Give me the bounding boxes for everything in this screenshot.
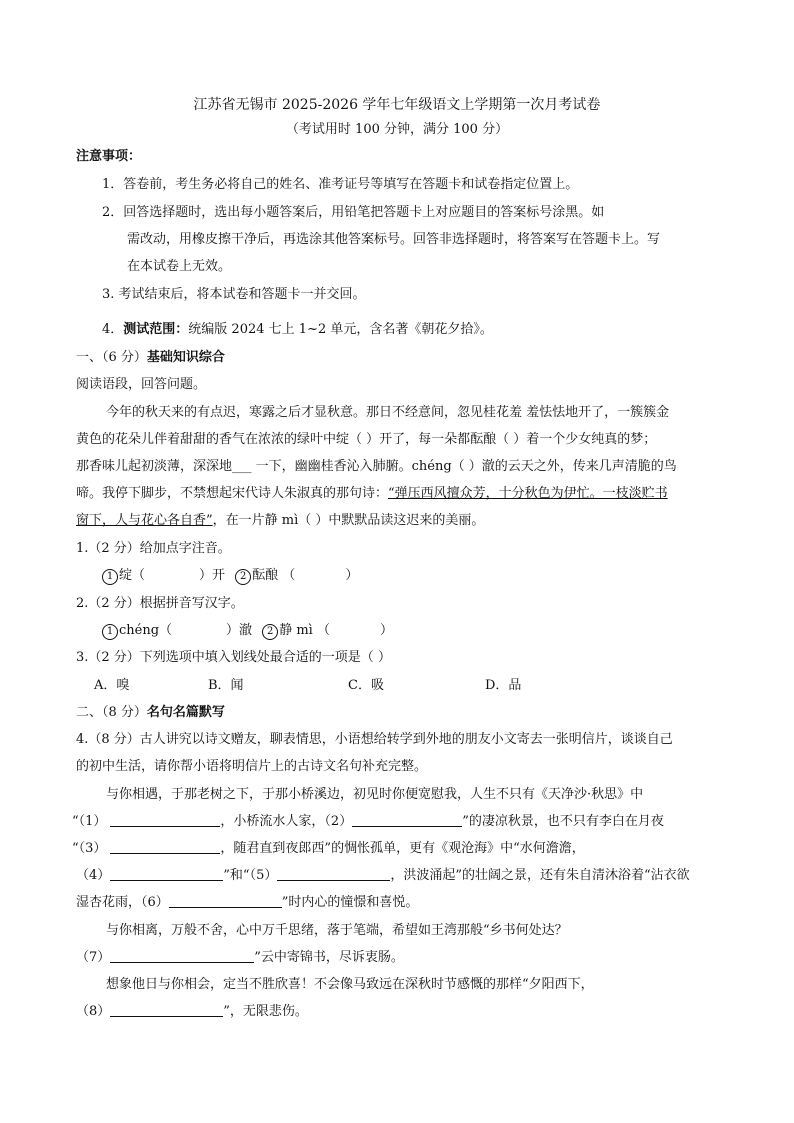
postcard-para-3: 想象他日与你相会，定当不胜欣喜！不会像马致远在深秋时节感慨的那样“夕阳西下， xyxy=(106,977,594,992)
blank-7[interactable] xyxy=(110,949,254,963)
notice-item-3: 3. 考试结束后，将本试卷和答题卡一并交回。 xyxy=(102,287,366,302)
postcard-line-blank-7 xyxy=(76,949,404,967)
notice-item-4-prefix: 4． xyxy=(102,322,124,337)
q3-choice-d: D．品 xyxy=(485,678,522,693)
question-2-options xyxy=(102,622,393,640)
section1-intro: 阅读语段，回答问题。 xyxy=(76,377,207,392)
q3-choice-a: A．嗅 xyxy=(94,678,130,693)
blank-8-after: ”，无限悲伤。 xyxy=(223,1004,308,1019)
question-1-options xyxy=(102,567,358,585)
circled-1-icon: 1 xyxy=(102,624,118,640)
blank-7-label: （7） xyxy=(76,950,111,965)
blank-1[interactable] xyxy=(110,813,220,827)
question-2: 2.（2 分）根据拼音写汉字。 xyxy=(76,596,244,611)
poem-quote-b: 窗下，人与花心各自香” xyxy=(76,513,213,528)
blank-3-after: ，随君直到夜郎西”的惆怅孤单，更有《观沧海》中“水何澹澹， xyxy=(220,841,585,856)
q2-opt-b: 静 mì （ xyxy=(279,623,330,638)
postcard-para-1: 与你相遇，于那老树之下，于那小桥溪边，初见时你便宽慰我，人生不只有《天净沙·秋思》中 xyxy=(106,787,644,802)
notice-item-2-cont: 需改动，用橡皮擦干净后，再选涂其他答案标号。回答非选择题时，将答案写在答题卡上。写 xyxy=(127,232,661,247)
passage-line-4 xyxy=(76,485,668,503)
blank-2-after: ”的凄凉秋景，也不只有李白在月夜 xyxy=(462,814,664,829)
q2-opt-a: chéng（ xyxy=(119,623,173,638)
passage-line-1: 今年的秋天来的有点迟，寒露之后才显秋意。那日不经意间，忽见桂花羞 羞怯怯地开了，一簇簇金 xyxy=(106,405,670,420)
section2-heading xyxy=(76,704,225,722)
postcard-para-2: 与你相离，万般不舍，心中万千思绪，落于笔端，希望如王湾那般“乡书何处达？ xyxy=(106,923,568,938)
question-4-line-2: 的初中生活，请你帮小语将明信片上的古诗文名句补充完整。 xyxy=(76,759,428,774)
blank-4[interactable] xyxy=(110,867,223,881)
exam-subtitle: （考试用时 100 分钟，满分 100 分） xyxy=(285,122,509,137)
blank-4-after: ”和“（5） xyxy=(223,868,278,883)
q1-opt-a-end: ）开 xyxy=(199,568,226,583)
postcard-line-blank-6 xyxy=(76,894,418,912)
circled-2-icon: 2 xyxy=(262,624,278,640)
blank-8[interactable] xyxy=(110,1003,223,1017)
blank-6-after: ”时内心的憧憬和喜悦。 xyxy=(281,895,419,910)
postcard-line-blanks-4-5 xyxy=(76,867,690,885)
notice-item-4-text: 统编版 2024 七上 1~2 单元，含名著《朝花夕拾》。 xyxy=(188,322,493,337)
q3-choice-b: B．闻 xyxy=(208,678,244,693)
q1-opt-b-end: ） xyxy=(345,568,359,583)
blank-3[interactable] xyxy=(110,840,220,854)
blank-3-label: “（3） xyxy=(72,841,107,856)
postcard-line-blank-8 xyxy=(76,1003,308,1021)
blank-1-label: “（1） xyxy=(72,814,107,829)
notice-heading: 注意事项： xyxy=(76,149,142,164)
blank-5-after: ，洪波涌起”的壮阔之景，还有朱自清沐浴着“沾衣欲 xyxy=(390,868,690,883)
blank-5[interactable] xyxy=(277,867,390,881)
q1-opt-b: 酝酿 （ xyxy=(252,568,296,583)
notice-item-2: 2．回答选择题时，选出每小题答案后，用铅笔把答题卡上对应题目的答案标号涂黑。如 xyxy=(102,205,605,220)
q3-choice-c: C．吸 xyxy=(348,678,384,693)
passage-line-4-text: 啼。我停下脚步，不禁想起宋代诗人朱淑真的那句诗： xyxy=(76,486,389,501)
postcard-line-blanks-1-2 xyxy=(72,813,664,831)
question-1: 1.（2 分）给加点字注音。 xyxy=(76,541,231,556)
section2-heading-prefix: 二、（8 分） xyxy=(76,705,147,720)
poem-quote-a: “弹压西风擅众芳，十分秋色为伊忙。一枝淡贮书 xyxy=(388,486,668,501)
q1-opt-a: 绽（ xyxy=(119,568,146,583)
section1-heading-title: 基础知识综合 xyxy=(146,350,225,365)
q2-opt-a-end: ）澈 xyxy=(226,623,253,638)
blank-1-after: ，小桥流水人家，（2） xyxy=(220,814,353,829)
blank-8-label: （8） xyxy=(76,1004,111,1019)
circled-1-icon: 1 xyxy=(102,569,118,585)
notice-item-4-label: 测试范围： xyxy=(123,322,189,337)
postcard-line-blank-3 xyxy=(72,840,585,858)
blank-6-label: 湿杏花雨，（6） xyxy=(76,895,169,910)
notice-item-2-end: 在本试卷上无效。 xyxy=(127,259,232,274)
section1-heading-prefix: 一、（6 分） xyxy=(76,350,147,365)
blank-4-label: （4） xyxy=(76,868,111,883)
blank-7-after: ”云中寄锦书，尽诉衷肠。 xyxy=(254,950,404,965)
exam-title: 江苏省无锡市 2025-2026 学年七年级语文上学期第一次月考试卷 xyxy=(193,97,601,113)
blank-2[interactable] xyxy=(352,813,462,827)
section1-heading xyxy=(76,349,225,367)
passage-line-5 xyxy=(76,512,484,530)
passage-line-2: 黄色的花朵儿伴着甜甜的香气在浓浓的绿叶中绽（ ）开了，每一朵都酝酿（ ）着一个少女纯真的梦； xyxy=(76,432,657,447)
question-3: 3.（2 分）下列选项中填入划线处最合适的一项是（ ） xyxy=(76,650,391,665)
circled-2-icon: 2 xyxy=(235,569,251,585)
passage-line-5-text: ，在一片静 mì（ ）中默默品读这迟来的美丽。 xyxy=(212,513,485,528)
notice-item-4 xyxy=(102,321,493,339)
section2-heading-title: 名句名篇默写 xyxy=(146,705,225,720)
notice-item-1: 1．答卷前，考生务必将自己的姓名、准考证号等填写在答题卡和试卷指定位置上。 xyxy=(102,177,579,192)
q2-opt-b-end: ） xyxy=(379,623,393,638)
question-4-line-1: 4.（8 分）古人讲究以诗文赠友，聊表情思，小语想给转学到外地的朋友小文寄去一张明信片，谈谈自己 xyxy=(76,732,673,747)
passage-line-3: 那香味儿起初淡薄，深深地___ 一下，幽幽桂香沁入肺腑。chéng（ ）澈的云天之外，传来几声清脆的鸟 xyxy=(76,459,677,474)
blank-6[interactable] xyxy=(169,894,282,908)
